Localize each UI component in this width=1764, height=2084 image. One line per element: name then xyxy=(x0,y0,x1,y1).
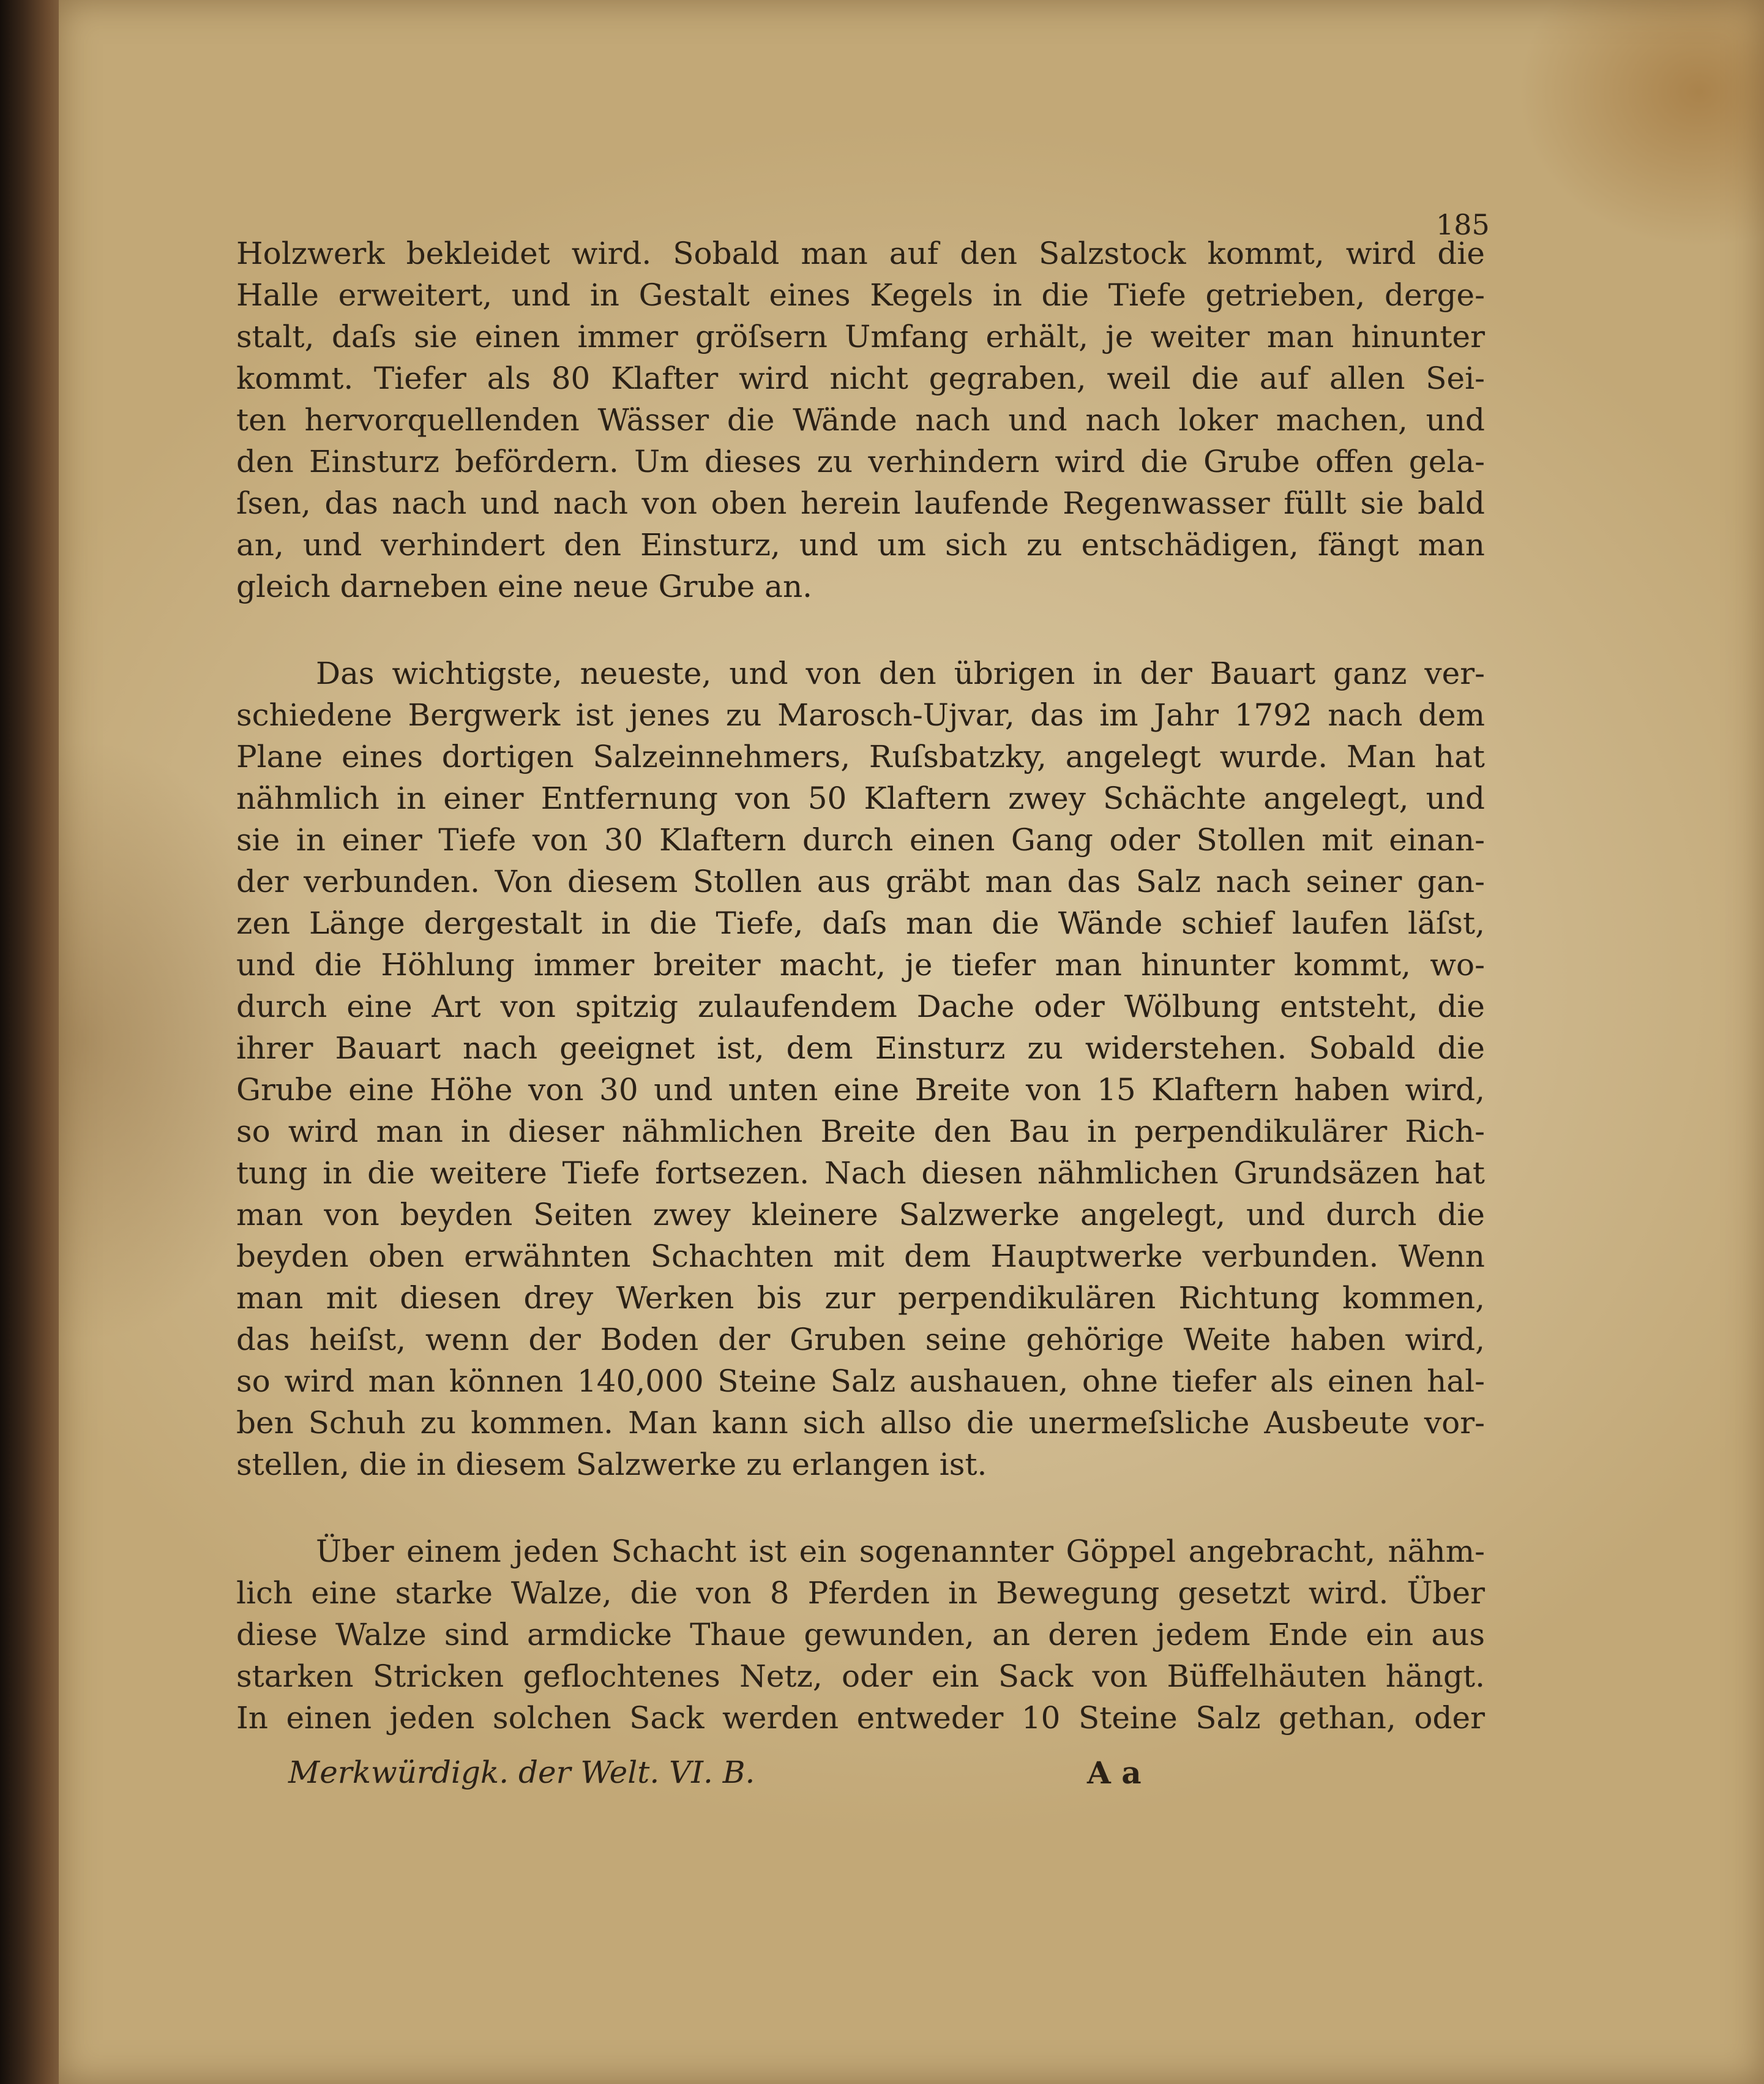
paragraph-2 xyxy=(236,653,1485,1485)
text-line: so wird man in dieser nähmlichen Breite den Bau in perpendikulärer Rich- xyxy=(236,1114,1485,1149)
text-line: gleich darneben eine neue Grube an. xyxy=(236,569,813,604)
page-number: 185 xyxy=(1436,208,1490,241)
paragraph-1 xyxy=(236,233,1485,607)
text-line: nähmlich in einer Entfernung von 50 Klaftern zwey Schächte angelegt, und xyxy=(236,781,1485,816)
paragraph-gap xyxy=(236,1485,1485,1531)
text-line: so wird man können 140,000 Steine Salz aushauen, ohne tiefer als einen hal- xyxy=(236,1363,1485,1399)
text-line: Grube eine Höhe von 30 und unten eine Breite von 15 Klaftern haben wird, xyxy=(236,1072,1485,1108)
text-line: an, und verhindert den Einsturz, und um sich zu entschädigen, fängt man xyxy=(236,527,1485,563)
text-line: Plane eines dortigen Salzeinnehmers, Ruſsbatzky, angelegt wurde. Man hat xyxy=(236,739,1485,774)
text-line: Halle erweitert, und in Gestalt eines Kegels in die Tiefe getrieben, derge- xyxy=(236,277,1485,313)
text-line: den Einsturz befördern. Um dieses zu verhindern wird die Grube offen gela- xyxy=(236,444,1485,479)
text-line: Das wichtigste, neueste, und von den übrigen in der Bauart ganz ver- xyxy=(316,656,1485,691)
text-line: beyden oben erwähnten Schachten mit dem Hauptwerke verbunden. Wenn xyxy=(236,1239,1485,1274)
text-line: stellen, die in diesem Salzwerke zu erlangen ist. xyxy=(236,1447,987,1482)
text-line: tung in die weitere Tiefe fortsezen. Nach diesen nähmlichen Grundsäzen hat xyxy=(236,1155,1485,1191)
text-line: und die Höhlung immer breiter macht, je tiefer man hinunter kommt, wo- xyxy=(236,947,1485,983)
text-line: Holzwerk bekleidet wird. Sobald man auf den Salzstock kommt, wird die xyxy=(236,236,1485,271)
text-line: ten hervorquellenden Wässer die Wände nach und nach loker machen, und xyxy=(236,402,1485,438)
text-line: schiedene Bergwerk ist jenes zu Marosch-Ujvar, das im Jahr 1792 nach dem xyxy=(236,697,1485,733)
text-line: ſsen, das nach und nach von oben herein laufende Regenwasser füllt sie bald xyxy=(236,485,1485,521)
text-line: ben Schuh zu kommen. Man kann sich allso die unermeſsliche Ausbeute vor- xyxy=(236,1405,1485,1441)
signature-mark: A a xyxy=(1087,1755,1142,1791)
body-text xyxy=(236,233,1485,1739)
text-line: stalt, daſs sie einen immer gröſsern Umfang erhält, je weiter man hinunter xyxy=(236,319,1485,354)
text-line: kommt. Tiefer als 80 Klafter wird nicht gegraben, weil die auf allen Sei- xyxy=(236,361,1485,396)
book-binding xyxy=(0,0,67,2084)
text-line: man von beyden Seiten zwey kleinere Salzwerke angelegt, und durch die xyxy=(236,1197,1485,1232)
paragraph-3 xyxy=(236,1531,1485,1739)
text-line: starken Stricken geflochtenes Netz, oder ein Sack von Büffelhäuten hängt. xyxy=(236,1659,1485,1694)
paragraph-gap xyxy=(236,607,1485,653)
footer-title: Merkwürdigk. der Welt. VI. B. xyxy=(288,1755,755,1790)
text-line: der verbunden. Von diesem Stollen aus gräbt man das Salz nach seiner gan- xyxy=(236,864,1485,899)
text-line: zen Länge dergestalt in die Tiefe, daſs man die Wände schief laufen läſst, xyxy=(236,905,1485,941)
text-line: man mit diesen drey Werken bis zur perpendikulären Richtung kommen, xyxy=(236,1280,1485,1316)
text-line: In einen jeden solchen Sack werden entweder 10 Steine Salz gethan, oder xyxy=(236,1700,1485,1736)
text-line: diese Walze sind armdicke Thaue gewunden, an deren jedem Ende ein aus xyxy=(236,1617,1485,1652)
text-line: Über einem jeden Schacht ist ein sogenannter Göppel angebracht, nähm- xyxy=(316,1534,1485,1569)
text-line: lich eine starke Walze, die von 8 Pferden in Bewegung gesetzt wird. Über xyxy=(236,1575,1485,1611)
paper-page xyxy=(59,0,1764,2084)
text-line: durch eine Art von spitzig zulaufendem Dache oder Wölbung entsteht, die xyxy=(236,989,1485,1024)
text-line: ihrer Bauart nach geeignet ist, dem Einsturz zu widerstehen. Sobald die xyxy=(236,1030,1485,1066)
text-line: das heiſst, wenn der Boden der Gruben seine gehörige Weite haben wird, xyxy=(236,1322,1485,1357)
text-line: sie in einer Tiefe von 30 Klaftern durch einen Gang oder Stollen mit einan- xyxy=(236,822,1485,858)
